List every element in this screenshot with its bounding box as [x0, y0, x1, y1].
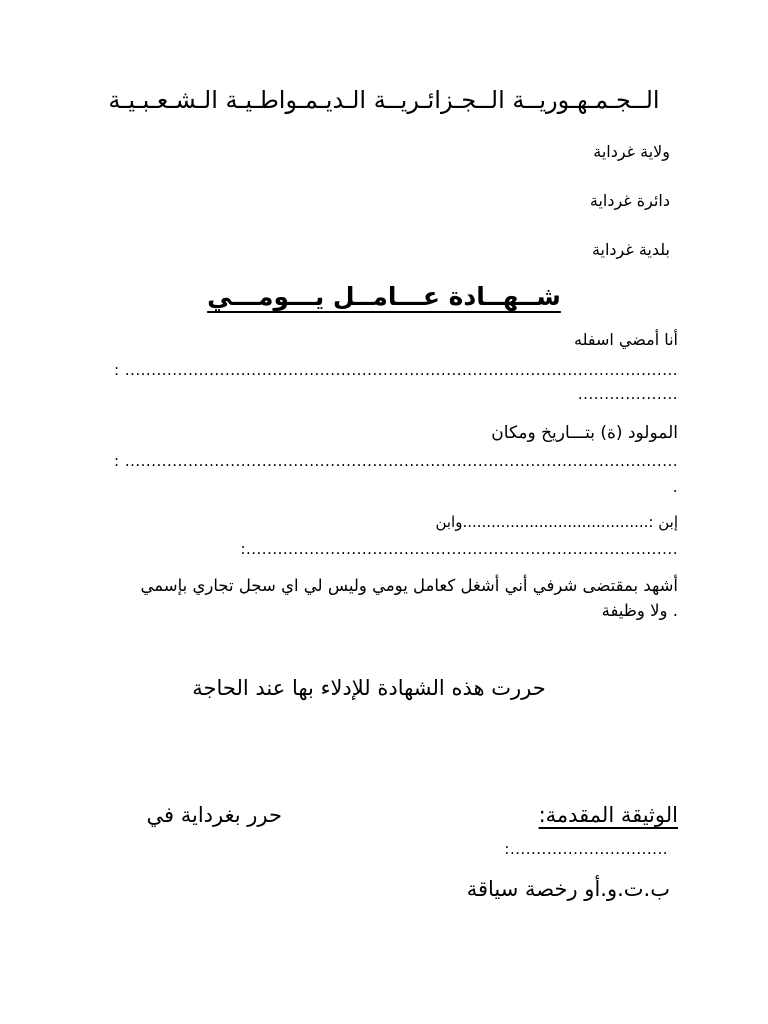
submitted-document-field[interactable]: :.............................. [504, 840, 668, 858]
signer-name-field-continued[interactable]: ................... [577, 385, 678, 403]
issued-at-label: حرر بغرداية في [146, 803, 282, 827]
birth-date-place-field-end: . [672, 478, 678, 496]
republic-header: الــجـمـهـوريــة الــجـزائـريــة الـديـمـواطـيـة الـشـعـبـيـة [108, 86, 660, 114]
parents-field[interactable]: إبن :.......................................وابن [435, 513, 678, 531]
wilaya-label: ولاية غرداية [593, 142, 670, 161]
birth-date-place-label: المولود (ة) بتـــاريخ ومكان [491, 423, 678, 443]
parents-field-continued[interactable]: :.................................................................................. [240, 540, 678, 558]
declaration-text-end: . ولا وظيفة [601, 601, 678, 620]
baladiya-label: بلدية غرداية [591, 240, 670, 259]
document-types: ب.ت.و.أو رخصة سياقة [466, 877, 670, 901]
certificate-title: شــهــادة عـــامــل يـــومـــي [207, 282, 561, 311]
birth-date-place-field[interactable]: : ......................................................................................................... [114, 452, 678, 470]
signer-name-field[interactable]: : ......................................................................................................... [114, 361, 678, 379]
daira-label: دائرة غرداية [589, 191, 670, 210]
submitted-document-label: الوثيقة المقدمة: [538, 803, 678, 827]
signer-label: أنا أمضي اسفله [574, 330, 678, 349]
declaration-text: أشهد بمقتضى شرفي أني أشغل كعامل يومي وليس لي اي سجل تجاري بإسمي [140, 576, 678, 595]
purpose-statement: حررت هذه الشهادة للإدلاء بها عند الحاجة [192, 676, 546, 700]
